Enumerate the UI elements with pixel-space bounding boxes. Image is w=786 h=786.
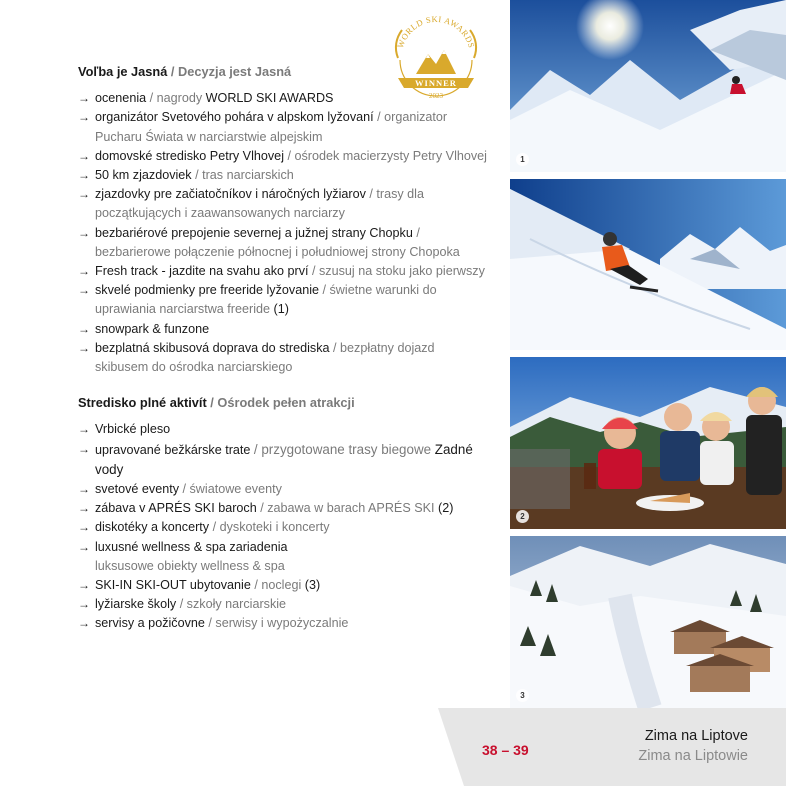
section1-list: [78, 89, 488, 377]
list-item: → organizátor Svetového pohára v alpskom lyžovaní / organizator Pucharu Świata w narciarstwie alpejskim: [78, 110, 448, 144]
list-item: → domovské stredisko Petry Vlhovej / ośrodek macierzysty Petry Vlhovej: [78, 147, 488, 166]
list-item: → zábava v APRÉS SKI baroch / zabawa w barach APRÉS SKI (2): [78, 499, 488, 518]
list-item: → svetové eventy / światowe eventy: [78, 480, 488, 499]
arrow-right-icon: →: [78, 422, 90, 437]
list-item: → servisy a požičovne / serwisy i wypożyczalnie: [78, 614, 488, 633]
list-item: → SKI-IN SKI-OUT ubytovanie / noclegi (3): [78, 576, 488, 595]
list-item: → bezbariérové prepojenie severnej a južnej strany Chopku / bezbarierowe połączenie północnej i południowej strony Chopoka: [78, 225, 460, 259]
list-item: → lyžiarske školy / szkoły narciarskie: [78, 595, 488, 614]
arrow-right-icon: →: [78, 597, 90, 612]
list-item: → zjazdovky pre začiatočníkov i náročných lyžiarov / trasy dla początkujących i zaawansowanych narciarzy: [78, 187, 424, 221]
arrow-right-icon: →: [78, 616, 90, 631]
photo-apres-ski: [510, 357, 786, 529]
arrow-right-icon: →: [78, 110, 90, 125]
arrow-right-icon: →: [78, 283, 90, 298]
arrow-right-icon: →: [78, 225, 90, 240]
photo-freeride-skier: [510, 0, 786, 172]
arrow-right-icon: →: [78, 482, 90, 497]
arrow-right-icon: →: [78, 520, 90, 535]
photo-ski-resort-chalets: [510, 536, 786, 708]
photo-number: 3: [516, 689, 529, 702]
list-item: → Fresh track - jazdite na svahu ako prví / szusuj na stoku jako pierwszy: [78, 262, 488, 281]
list-item: → upravované bežkárske trate / przygotowane trasy biegowe Zadné vody: [78, 441, 473, 477]
arrow-right-icon: →: [78, 441, 90, 456]
arrow-right-icon: →: [78, 148, 90, 163]
section2-title: Stredisko plné aktivít / Ośrodek pełen atrakcji: [78, 395, 355, 411]
arrow-right-icon: →: [78, 539, 90, 554]
svg-text:WORLD SKI AWARDS: [395, 14, 477, 49]
list-item: → ocenenia / nagrody WORLD SKI AWARDS: [78, 89, 488, 108]
list-item: → bezplatná skibusová doprava do strediska / bezpłatny dojazd skibusem do ośrodka narciarskiego: [78, 340, 435, 375]
arrow-right-icon: →: [78, 578, 90, 593]
list-item: → 50 km zjazdoviek / tras narciarskich: [78, 166, 488, 185]
list-item: → diskotéky a koncerty / dyskoteki i koncerty: [78, 518, 488, 537]
photo-number: 1: [516, 153, 529, 166]
list-item: → snowpark & funzone: [78, 320, 488, 339]
badge-arc-text: WORLD SKI AWARDS: [394, 13, 477, 50]
page-footer: [438, 708, 786, 786]
arrow-right-icon: →: [78, 264, 90, 279]
badge-year: 2023: [429, 92, 443, 100]
arrow-right-icon: →: [78, 168, 90, 183]
photo-number: 2: [516, 510, 529, 523]
page-numbers: 38 – 39: [482, 742, 529, 758]
footer-subtitle: Zima na Liptowie: [638, 748, 748, 764]
section1-title: Voľba je Jasná / Decyzja jest Jasná: [78, 64, 292, 79]
arrow-right-icon: →: [78, 187, 90, 202]
list-item: → luxusné wellness & spa zariadenia luksusowe obiekty wellness & spa: [78, 539, 288, 573]
badge-winner: WINNER: [415, 78, 457, 88]
list-item: → Vrbické pleso: [78, 420, 488, 439]
arrow-right-icon: →: [78, 321, 90, 336]
photo-carving-skier: [510, 179, 786, 350]
section2-list: [78, 420, 488, 633]
arrow-right-icon: →: [78, 340, 90, 355]
list-item: → skvelé podmienky pre freeride lyžovanie / świetne warunki do uprawiania narciarstwa freeride (1): [78, 283, 437, 317]
feature-text-column: [78, 62, 488, 634]
arrow-right-icon: →: [78, 501, 90, 516]
footer-title: Zima na Liptove: [644, 728, 748, 744]
arrow-right-icon: →: [78, 91, 90, 106]
